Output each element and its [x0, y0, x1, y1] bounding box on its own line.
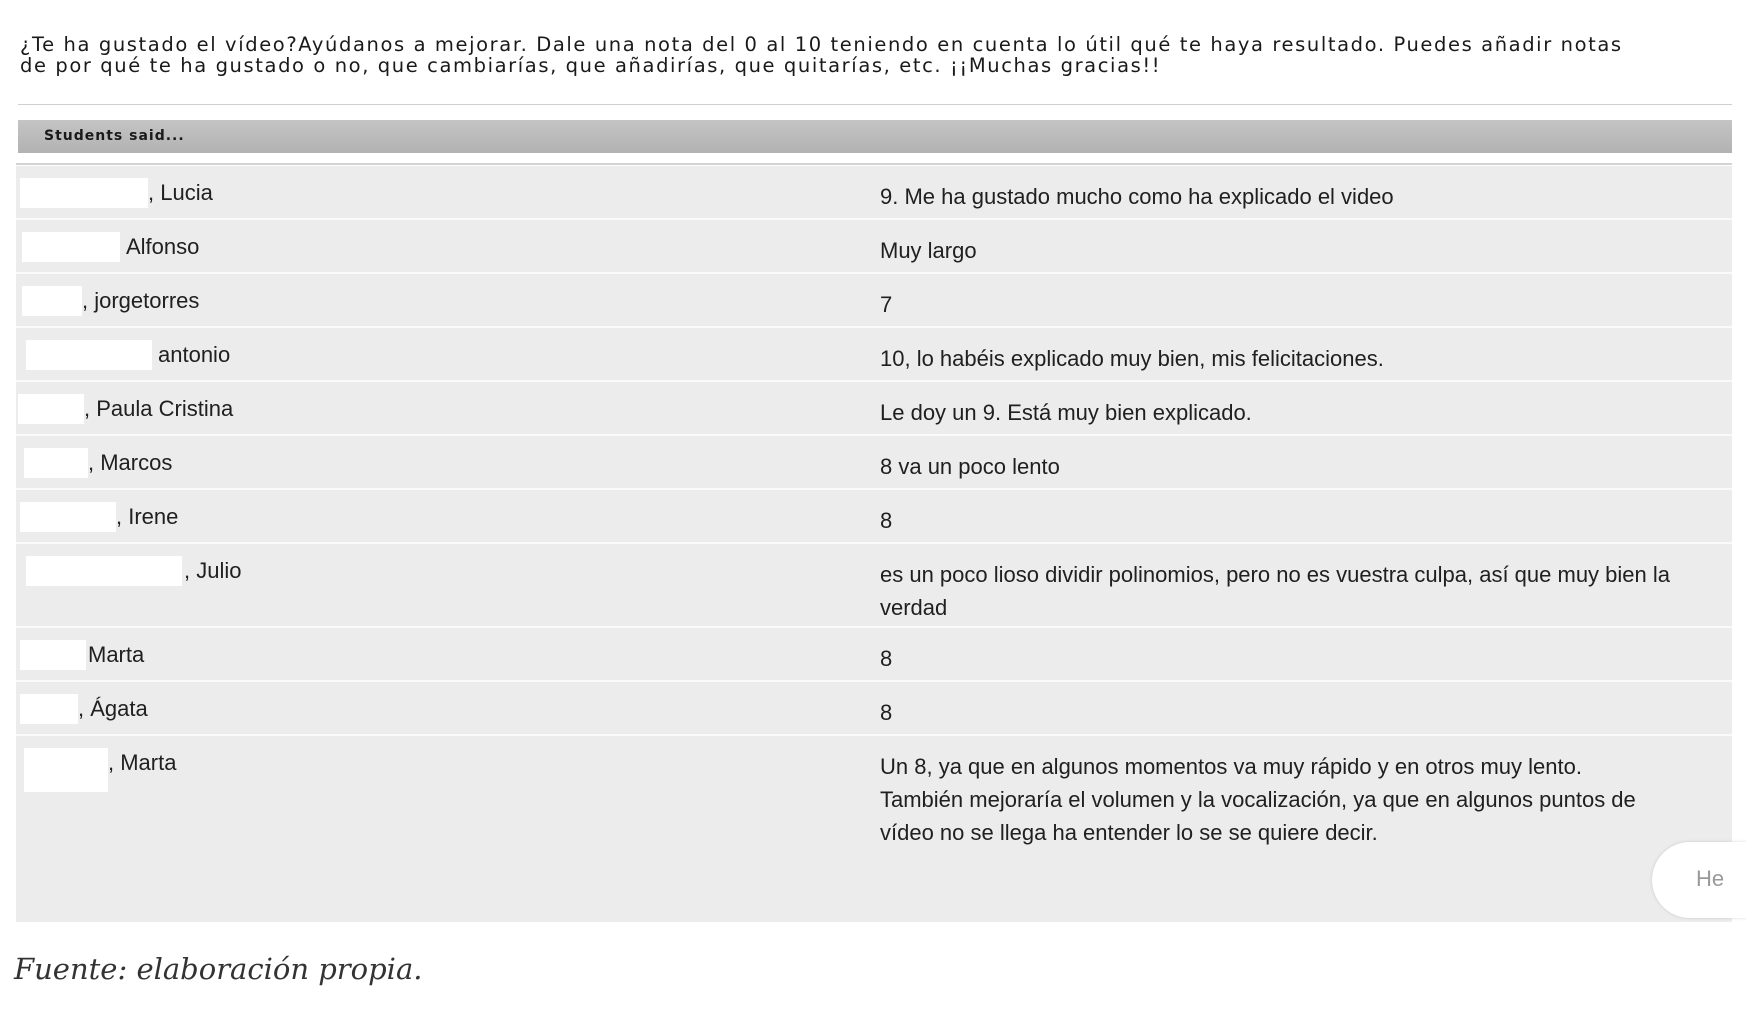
redaction-mask: [22, 286, 82, 316]
redaction-mask: [18, 394, 84, 424]
student-comment: 8: [880, 508, 893, 533]
student-name-cell: [16, 340, 876, 370]
divider: [16, 163, 1732, 165]
responses-table: [16, 166, 1732, 922]
student-comment: es un poco lioso dividir polinomios, pero no es vuestra culpa, así que muy bien la verdad: [880, 562, 1671, 620]
student-name-cell: [16, 502, 876, 532]
student-comment: 7: [880, 292, 893, 317]
students-said-header: [18, 120, 1732, 153]
figure-caption: Fuente: elaboración propia.: [14, 952, 423, 986]
student-name-cell: [16, 640, 876, 670]
student-name: , Julio: [184, 558, 242, 583]
student-name: Alfonso: [126, 234, 200, 259]
feedback-question: ¿Te ha gustado el vídeo?Ayúdanos a mejorar. Dale una nota del 0 al 10 teniendo en cuenta lo útil qué te haya resultado. Puedes añadir notas de por qué te ha gustado o no, que cambiarías, que añadirías, que quitarías, etc. ¡¡Muchas gracias!!: [20, 33, 1623, 77]
student-name: Marta: [88, 642, 145, 667]
student-name-cell: [16, 286, 876, 316]
student-comment: 9. Me ha gustado mucho como ha explicado el video: [880, 184, 1394, 209]
table-row: [16, 544, 1732, 628]
chat-help-label: He: [1696, 866, 1725, 891]
table-row: [16, 220, 1732, 274]
student-name: , Marcos: [88, 450, 173, 475]
student-name: , Lucia: [148, 180, 213, 205]
table-row: [16, 166, 1732, 220]
table-row: [16, 628, 1732, 682]
student-comment: Un 8, ya que en algunos momentos va muy rápido y en otros muy lento. También mejoraría el volumen y la vocalización, ya que en algunos puntos de vídeo no se llega ha entender lo se se quiere decir.: [880, 754, 1636, 845]
redaction-mask: [24, 748, 108, 792]
table-row: [16, 274, 1732, 328]
table-row: [16, 382, 1732, 436]
redaction-mask: [20, 178, 148, 208]
student-name-cell: [16, 232, 876, 262]
student-name: , Marta: [108, 750, 177, 775]
table-row: [16, 328, 1732, 382]
student-comment: 8: [880, 700, 893, 725]
student-comment: Le doy un 9. Está muy bien explicado.: [880, 400, 1252, 425]
redaction-mask: [22, 232, 120, 262]
table-row: [16, 436, 1732, 490]
chat-help-bubble[interactable]: [1652, 842, 1746, 918]
table-row: [16, 490, 1732, 544]
student-name-cell: [16, 748, 876, 778]
student-comment: 10, lo habéis explicado muy bien, mis felicitaciones.: [880, 346, 1384, 371]
redaction-mask: [26, 340, 152, 370]
table-row: [16, 682, 1732, 736]
student-name: , Paula Cristina: [84, 396, 234, 421]
student-comment: 8: [880, 646, 893, 671]
students-said-label: Students said...: [44, 128, 185, 144]
table-row: [16, 736, 1732, 858]
divider: [18, 104, 1732, 105]
student-name-cell: [16, 556, 876, 586]
student-name-cell: [16, 178, 876, 208]
student-name: , Ágata: [78, 696, 148, 721]
student-name-cell: [16, 394, 876, 424]
student-comment: 8 va un poco lento: [880, 454, 1060, 479]
redaction-mask: [20, 640, 86, 670]
student-name: , Irene: [116, 504, 179, 529]
student-name: , jorgetorres: [82, 288, 200, 313]
redaction-mask: [20, 502, 116, 532]
student-name-cell: [16, 694, 876, 724]
student-comment: Muy largo: [880, 238, 977, 263]
redaction-mask: [20, 694, 78, 724]
student-name: antonio: [158, 342, 231, 367]
student-name-cell: [16, 448, 876, 478]
redaction-mask: [26, 556, 182, 586]
redaction-mask: [24, 448, 88, 478]
